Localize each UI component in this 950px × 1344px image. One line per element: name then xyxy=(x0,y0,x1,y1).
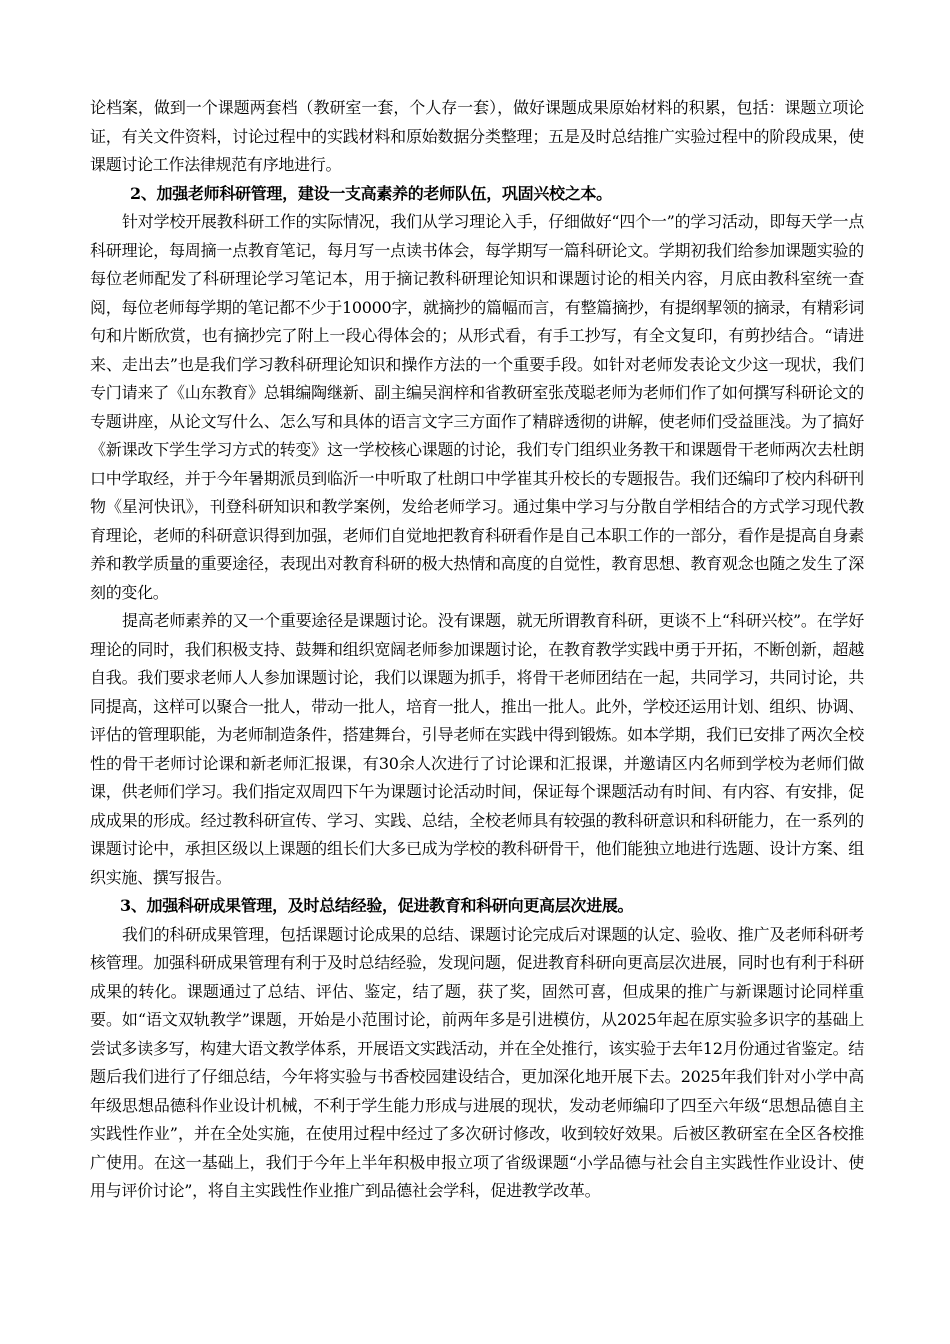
section-heading-research-results: 3、加强科研成果管理，及时总结经验，促进教育和科研向更高层次进展。 xyxy=(120,896,634,915)
paragraph-topic-research: 提高老师素养的又一个重要途径是课题讨论。没有课题，就无所谓教育科研，更谈不上“科研兴校”。在学好理论的同时，我们积极支持、鼓舞和组织宽阔老师参加课题讨论，在教育教学实践中勇于开拓，不断创新，超越自我。我们要求老师人人参加课题讨论，我们以课题为抓手，将骨干老师团结在一起，共同学习，共同讨论，共同提高，这样可以聚合一批人，带动一批人，培育一批人，推出一批人。此外，学校还运用计划、组织、协调、评估的管理职能，为老师制造条件，搭建舞台，引导老师在实践中得到锻炼。如本学期，我们已安排了两次全校性的骨干老师讨论课和新老师汇报课，有30余人次进行了讨论课和汇报课，并邀请区内名师到学校为老师们做课，供老师们学习。我们指定双周四下午为课题讨论活动时间，保证每个课题活动有时间、有内容、有安排，促成成果的形成。经过教科研宣传、学习、实践、总结，全校老师具有较强的教科研意识和科研能力，在一系列的课题讨论中，承担区级以上课题的组长们大多已成为学校的教科研骨干，他们能独立地进行选题、设计方案、组织实施、撰写报告。 xyxy=(90,611,864,887)
paragraph-theory-study: 针对学校开展教科研工作的实际情况，我们从学习理论入手，仔细做好“四个一”的学习活动，即每天学一点科研理论，每周摘一点教育笔记，每月写一点读书体会，每学期写一篇科研论文。学期初我们给参加课题实验的每位老师配发了科研理论学习笔记本，用于摘记教科研理论知识和课题讨论的相关内容，月底由教科室统一查阅，每位老师每学期的笔记都不少于10000字，就摘抄的篇幅而言，有整篇摘抄，有提纲挈领的摘录，有精彩词句和片断欣赏，也有摘抄完了附上一段心得体会的；从形式看，有手工抄写，有全文复印，有剪抄结合。“请进来、走出去”也是我们学习教科研理论知识和操作方法的一个重要手段。如针对老师发表论文少这一现状，我们专门请来了《山东教育》总辑编陶继新、副主编吴润梓和省教研室张茂聪老师为老师们作了如何撰写科研论文的专题讲座，从论文写什么、怎么写和具体的语言文字三方面作了精辟透彻的讲解，使老师们受益匪浅。为了搞好《新课改下学生学习方式的转变》这一学校核心课题的讨论，我们专门组织业务教干和课题骨干老师两次去杜朗口中学取经，并于今年暑期派员到临沂一中听取了杜朗口中学崔其升校长的专题报告。我们还编印了校内科研刊物《星河快讯》，刊登科研知识和教学案例，发给老师学习。通过集中学习与分散自学相结合的方式学习现代教育理论，老师的科研意识得到加强，老师们自觉地把教育科研看作是自己本职工作的一部分，看作是提高自身素养和教学质量的重要途径，表现出对教育科研的极大热情和高度的自觉性，教育思想、教育观念也随之发生了深刻的变化。 xyxy=(90,212,864,602)
document-page xyxy=(90,94,864,1206)
paragraph-results-management: 我们的科研成果管理，包括课题讨论成果的总结、课题讨论完成后对课题的认定、验收、推广及老师科研考核管理。加强科研成果管理有利于及时总结经验，发现问题，促进教育科研向更高层次进展，同时也有利于科研成果的转化。课题通过了总结、评估、鉴定，结了题，获了奖，固然可喜，但成果的推广与新课题讨论同样重要。如“语文双轨教学”课题，开始是小范围讨论，前两年多是引进模仿，从2025年起在原实验多识字的基础上尝试多读多写，构建大语文教学体系，开展语文实践活动，并在全处推行，该实验于去年12月份通过省鉴定。结题后我们进行了仔细总结，今年将实验与书香校园建设结合，更加深化地开展下去。2025年我们针对小学中高年级思想品德科作业设计机械，不利于学生能力形成与进展的现状，发动老师编印了四至六年级“思想品德自主实践性作业”，并在全处实施，在使用过程中经过了多次研讨修改，收到较好效果。后被区教研室在全区各校推广使用。在这一基础上，我们于今年上半年积极申报立项了省级课题“小学品德与社会自主实践性作业设计、使用与评价讨论”，将自主实践性作业推广到品德社会学科，促进教学改革。 xyxy=(90,924,864,1200)
paragraph-archive-management: 论档案，做到一个课题两套档（教研室一套，个人存一套），做好课题成果原始材料的积累，包括：课题立项论证，有关文件资料，讨论过程中的实践材料和原始数据分类整理；五是及时总结推广实验过程中的阶段成果，使课题讨论工作法律规范有序地进行。 xyxy=(90,98,864,174)
section-heading-teacher-research: 2、加强老师科研管理，建设一支高素养的老师队伍，巩固兴校之本。 xyxy=(130,183,612,203)
